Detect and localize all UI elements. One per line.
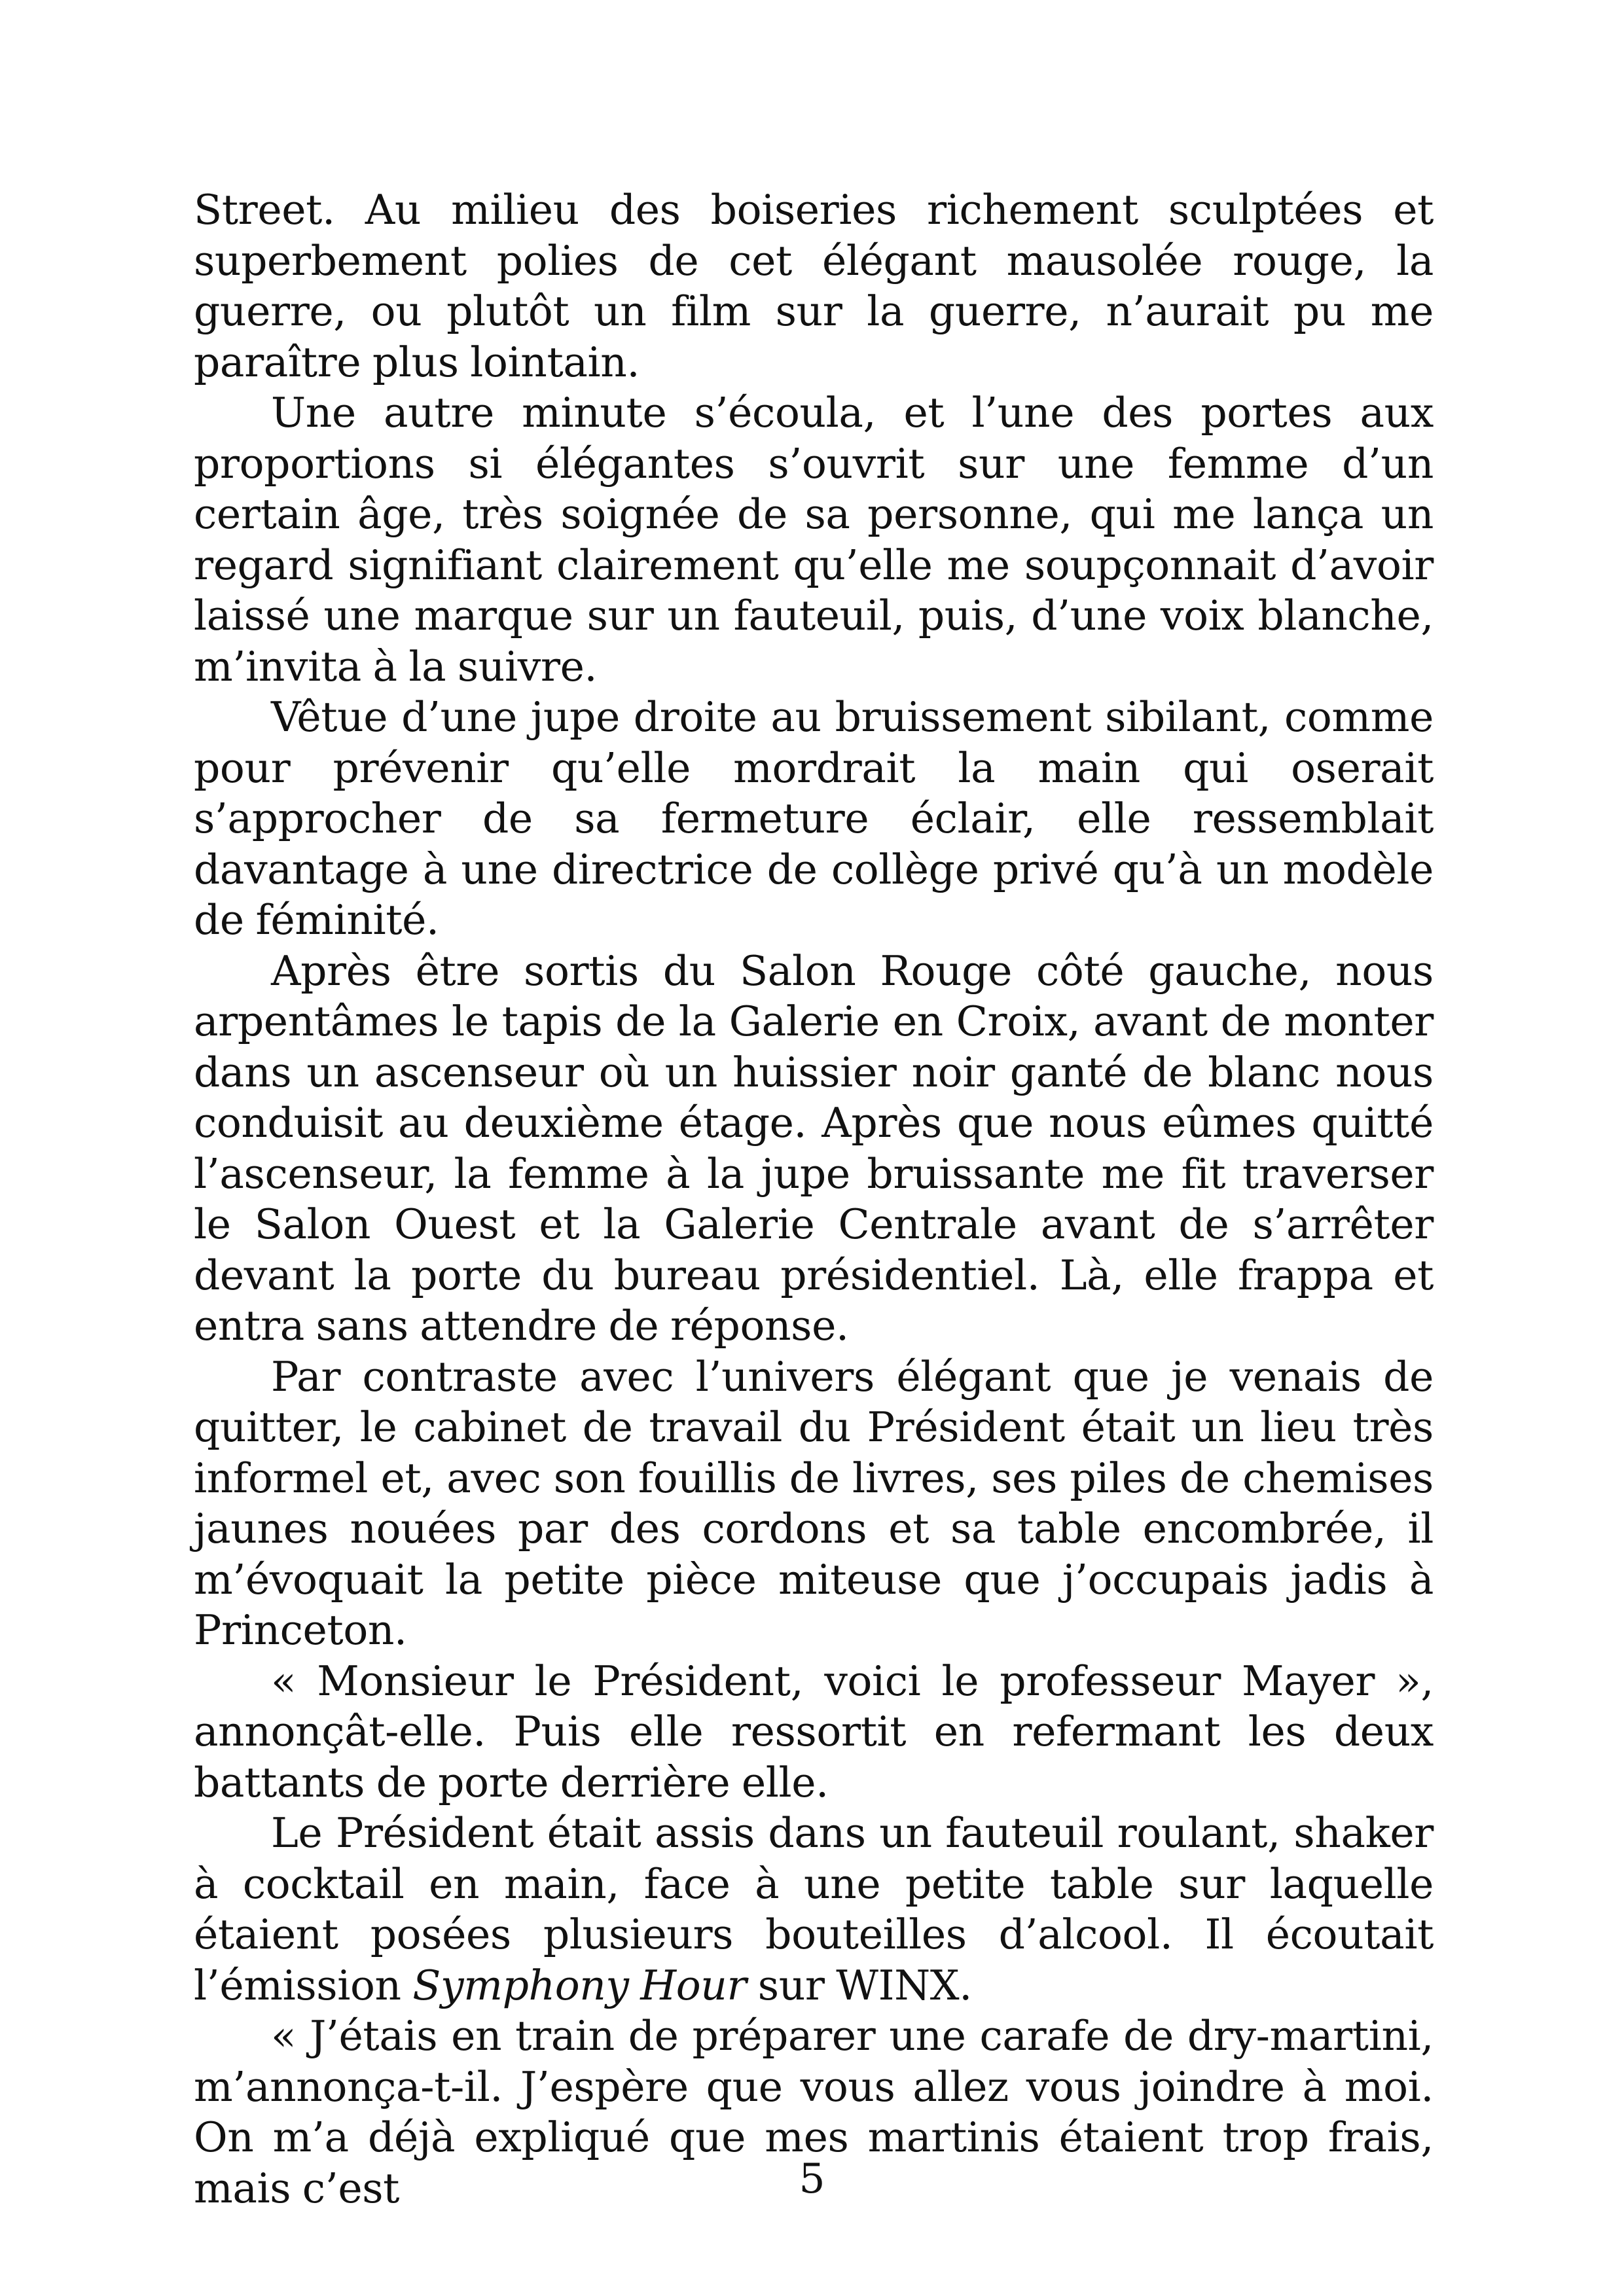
body-text [194, 185, 1434, 2214]
paragraph-1: Street. Au milieu des boiseries richement sculptées et superbement polies de cet élégant mausolée rouge, la guerre, ou plutôt un film sur la guerre, n’aurait pu me paraître plus lointain. [194, 186, 1434, 386]
paragraph-7-text-after: sur WINX. [746, 1961, 972, 2009]
paragraph-4: Après être sortis du Salon Rouge côté gauche, nous arpentâmes le tapis de la Galerie en Croix, avant de monter dans un ascenseur où un huissier noir ganté de blanc nous conduisit au deuxième étage. Après que nous eûmes quitté l’ascenseur, la femme à la jupe bruissante me fit traverser le Salon Ouest et la Galerie Centrale avant de s’arrêter devant la porte du bureau présidentiel. Là, elle frappa et entra sans attendre de réponse. [194, 946, 1434, 1350]
paragraph-7-text-before: Le Président était assis dans un fauteuil roulant, shaker à cocktail en main, face à une petite table sur laquelle étaient posées plusieurs bouteilles d’alcool. Il écoutait l’émission [194, 1809, 1434, 2009]
paragraph-2: Une autre minute s’écoula, et l’une des portes aux proportions si élégantes s’ouvrit sur une femme d’un certain âge, très soignée de sa personne, qui me lança un regard signifiant clairement qu’elle me soupçonnait d’avoir laissé une marque sur un fauteuil, puis, d’une voix blanche, m’invita à la suivre. [194, 389, 1434, 691]
paragraph-5: Par contraste avec l’univers élégant que je venais de quitter, le cabinet de travail du Président était un lieu très informel et, avec son fouillis de livres, ses piles de chemises jaunes nouées par des cordons et sa table encombrée, il m’évoquait la petite pièce miteuse que j’occupais jadis à Princeton. [194, 1352, 1434, 1654]
paragraph-7 [194, 1808, 1434, 2011]
paragraph-6: « Monsieur le Président, voici le professeur Mayer », annonçât-elle. Puis elle ressortit en refermant les deux battants de porte derrière elle. [194, 1657, 1434, 1806]
paragraph-8: « J’étais en train de préparer une carafe de dry-martini, m’annonça-t-il. J’espère que vous allez vous joindre à moi. On m’a déjà expliqué que mes martinis étaient trop frais, mais c’est [194, 2012, 1434, 2212]
paragraph-7-italic-title: Symphony Hour [412, 1961, 747, 2009]
page-number: 5 [799, 2155, 825, 2202]
paragraph-3: Vêtue d’une jupe droite au bruissement sibilant, comme pour prévenir qu’elle mordrait la main qui oserait s’approcher de sa fermeture éclair, elle ressemblait davantage à une directrice de collège privé qu’à un modèle de féminité. [194, 693, 1434, 944]
